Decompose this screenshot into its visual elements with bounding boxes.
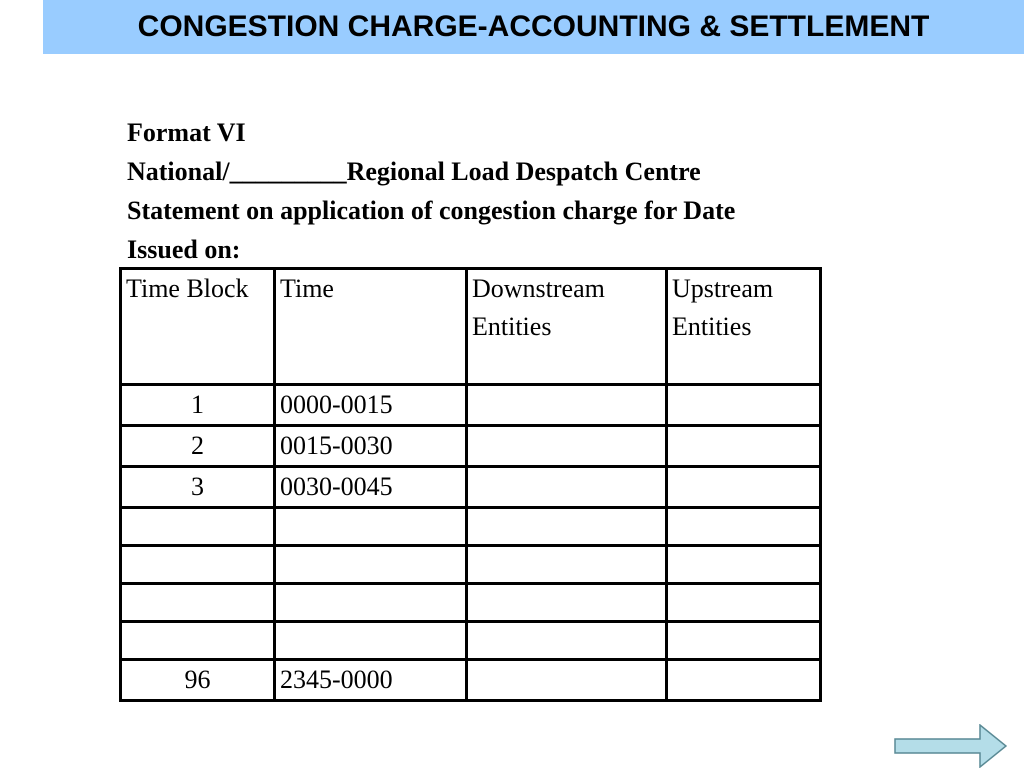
cell-time: 0000-0015 <box>275 385 467 426</box>
cell-time: 0030-0045 <box>275 467 467 508</box>
header-time-block: Time Block <box>121 269 275 385</box>
statement-label: Statement on application of congestion charge for Date <box>127 196 736 225</box>
cell-downstream <box>467 546 667 584</box>
congestion-table <box>119 267 822 702</box>
cell-downstream <box>467 584 667 622</box>
cell-upstream <box>667 426 821 467</box>
cell-downstream <box>467 508 667 546</box>
table-row <box>121 584 821 622</box>
slide-title: CONGESTION CHARGE-ACCOUNTING & SETTLEMENT <box>137 10 930 43</box>
cell-time-block <box>121 622 275 660</box>
table-row <box>121 467 821 508</box>
header-upstream: Upstream Entities <box>667 269 821 385</box>
cell-time <box>275 584 467 622</box>
cell-upstream <box>667 467 821 508</box>
centre-label: National/_________Regional Load Despatch Centre <box>127 157 701 186</box>
next-arrow-icon[interactable] <box>894 724 1007 768</box>
header-time: Time <box>275 269 467 385</box>
cell-downstream <box>467 385 667 426</box>
header-downstream: Downstream Entities <box>467 269 667 385</box>
issued-on-label: Issued on: <box>127 235 241 264</box>
cell-time <box>275 546 467 584</box>
format-heading <box>127 113 735 269</box>
cell-time-block <box>121 584 275 622</box>
title-bar <box>43 0 1024 54</box>
format-label: Format VI <box>127 118 246 147</box>
cell-upstream <box>667 622 821 660</box>
cell-time <box>275 622 467 660</box>
cell-upstream <box>667 660 821 701</box>
table-header-row <box>121 269 821 385</box>
cell-downstream <box>467 660 667 701</box>
cell-downstream <box>467 622 667 660</box>
cell-time: 0015-0030 <box>275 426 467 467</box>
cell-time-block: 2 <box>121 426 275 467</box>
cell-time-block <box>121 546 275 584</box>
table-row <box>121 622 821 660</box>
cell-downstream <box>467 467 667 508</box>
cell-upstream <box>667 385 821 426</box>
cell-time-block: 96 <box>121 660 275 701</box>
table-row <box>121 660 821 701</box>
cell-downstream <box>467 426 667 467</box>
cell-upstream <box>667 584 821 622</box>
cell-time-block <box>121 508 275 546</box>
cell-upstream <box>667 546 821 584</box>
cell-time <box>275 508 467 546</box>
cell-time-block: 3 <box>121 467 275 508</box>
cell-upstream <box>667 508 821 546</box>
cell-time-block: 1 <box>121 385 275 426</box>
table-row <box>121 508 821 546</box>
table-row <box>121 546 821 584</box>
cell-time: 2345-0000 <box>275 660 467 701</box>
table-row <box>121 426 821 467</box>
table-row <box>121 385 821 426</box>
